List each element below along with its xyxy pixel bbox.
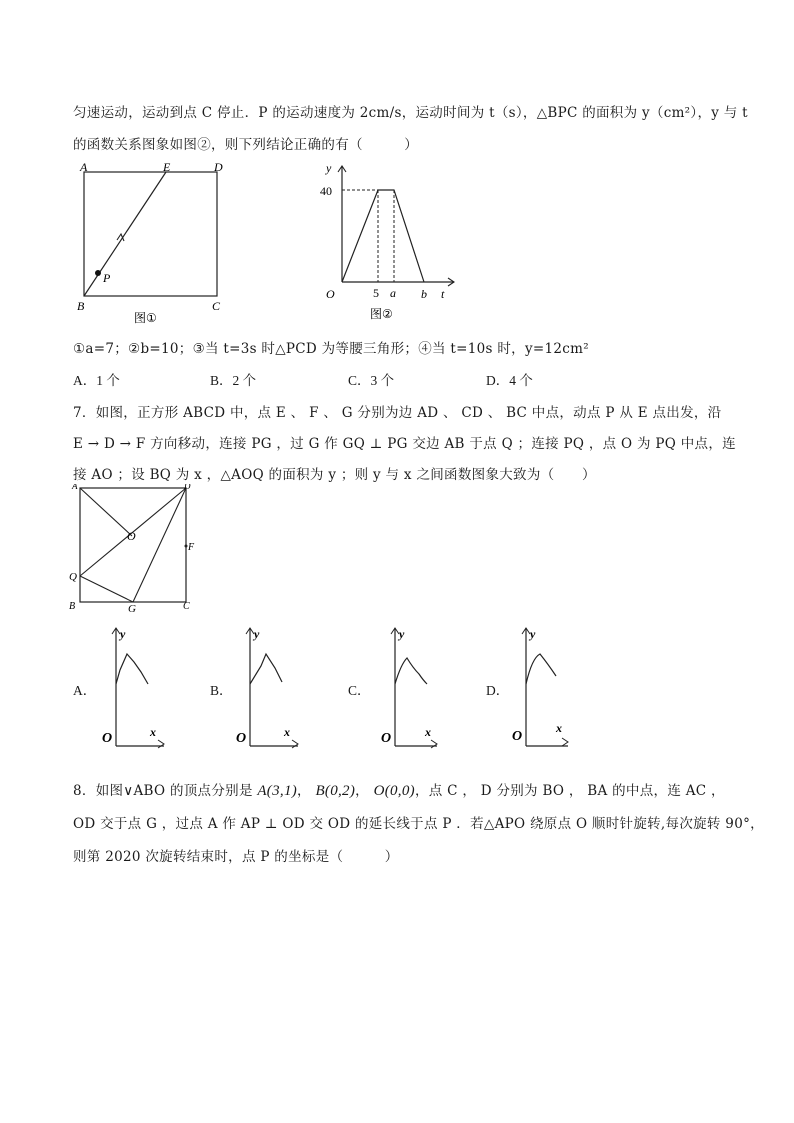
q7-b-axis-y: y: [254, 627, 260, 641]
q7-c-axis-y: y: [399, 627, 405, 641]
q6-option-d[interactable]: D．4 个: [486, 373, 533, 388]
fig1-label-c: C: [212, 299, 221, 313]
fig2-axis-y: y: [326, 161, 332, 175]
q6-line-2: 的函数关系图象如图②，则下列结论正确的有（ ）: [73, 137, 418, 153]
q8-line1-g: ，点 C ， D 分别为 BO ， BA 的中点，连 AC ，: [414, 783, 725, 799]
fig2-tick-b: b: [421, 287, 427, 301]
q7-fig-label-b: B: [69, 601, 76, 612]
q8-line-1: [73, 779, 725, 800]
q7-option-a-label[interactable]: A．: [73, 683, 97, 698]
q8-sep-1: ，: [297, 783, 311, 799]
q7-fig-label-o: O: [127, 529, 136, 543]
q7-line-2: E → D → F 方向移动，连接 PG ，过 G 作 GQ ⊥ PG 交边 AB 于点 Q ；连接 PQ ，点 O 为 PQ 中点，连: [73, 436, 736, 452]
q7-fig-label-g: G: [128, 603, 136, 614]
fig2-origin: O: [326, 287, 335, 301]
q7-fig-label-c: C: [183, 601, 190, 612]
q7-c-axis-x: x: [425, 725, 431, 739]
q6-option-a[interactable]: A．1 个: [73, 373, 120, 388]
q6-line-1: 匀速运动，运动到点 C 停止．P 的运动速度为 2cm/s，运动时间为 t（s），△BPC 的面积为 y（cm²），y 与 t: [73, 105, 748, 121]
q7-c-origin: O: [381, 731, 392, 746]
q7-figure: [66, 484, 200, 614]
fig1-caption: 图①: [134, 311, 157, 325]
fig1-label-b: B: [77, 299, 85, 313]
q7-fig-label-a: A: [72, 484, 78, 491]
q7-a-axis-x: x: [150, 725, 156, 739]
q8-line1-a: 8．如图∨ABO 的顶点分别是: [73, 783, 253, 799]
q7-option-b-label[interactable]: B．: [210, 683, 233, 698]
q7-option-c-label[interactable]: C．: [348, 683, 371, 698]
fig1-label-p: P: [103, 271, 111, 285]
q7-d-axis-y: y: [530, 627, 536, 641]
fig2-tick-5: 5: [373, 286, 379, 300]
q8-line-3: 则第 2020 次旋转结束时，点 P 的坐标是（ ）: [73, 849, 399, 865]
q7-line-3: 接 AO ；设 BQ 为 x ，△AOQ 的面积为 y ；则 y 与 x 之间函数图象大致为（ ）: [73, 467, 596, 483]
q7-d-axis-x: x: [556, 721, 562, 735]
q7-a-origin: O: [102, 731, 113, 746]
q7-option-d-label[interactable]: D．: [486, 683, 510, 698]
q6-option-b[interactable]: B．2 个: [210, 373, 257, 388]
q7-fig-label-q: Q: [69, 571, 77, 583]
fig2-axis-t: t: [441, 287, 445, 301]
q7-option-b-graph[interactable]: [234, 622, 314, 750]
fig1-label-a: A: [80, 160, 88, 174]
q7-b-origin: O: [236, 731, 247, 746]
q7-fig-label-d: D: [184, 484, 191, 491]
q7-b-axis-x: x: [284, 725, 290, 739]
q7-line-1: 7．如图，正方形 ABCD 中，点 E 、 F 、 G 分别为边 AD 、 CD 、 BC 中点，动点 P 从 E 点出发，沿: [73, 405, 722, 421]
q7-d-origin: O: [512, 729, 523, 744]
q8-point-o: O(0,0): [373, 783, 415, 799]
q7-option-a-graph[interactable]: [100, 622, 180, 750]
fig2-tick-40: 40: [320, 184, 332, 198]
q7-fig-label-f: F: [188, 542, 195, 553]
fig1-label-e: E: [163, 160, 171, 174]
q8-sep-2: ，: [355, 783, 369, 799]
q8-point-b: B(0,2): [315, 783, 356, 799]
q7-option-c-graph[interactable]: [379, 622, 459, 750]
fig2-caption: 图②: [370, 307, 393, 321]
q6-statements: ①a=7；②b=10；③当 t=3s 时△PCD 为等腰三角形；④当 t=10s 时，y=12cm²: [73, 341, 589, 357]
q8-line-2: OD 交于点 G ，过点 A 作 AP ⊥ OD 交 OD 的延长线于点 P ．若△APO 绕原点 O 顺时针旋转,每次旋转 90°，: [73, 816, 764, 832]
fig2-tick-a: a: [390, 286, 396, 300]
q6-figure-1: [70, 158, 240, 328]
q6-figure-2: [316, 158, 466, 326]
fig1-label-d: D: [214, 160, 223, 174]
q7-option-d-graph[interactable]: [510, 622, 590, 750]
q6-option-c[interactable]: C．3 个: [348, 373, 395, 388]
q8-point-a: A(3,1): [257, 783, 298, 799]
q7-a-axis-y: y: [120, 627, 126, 641]
